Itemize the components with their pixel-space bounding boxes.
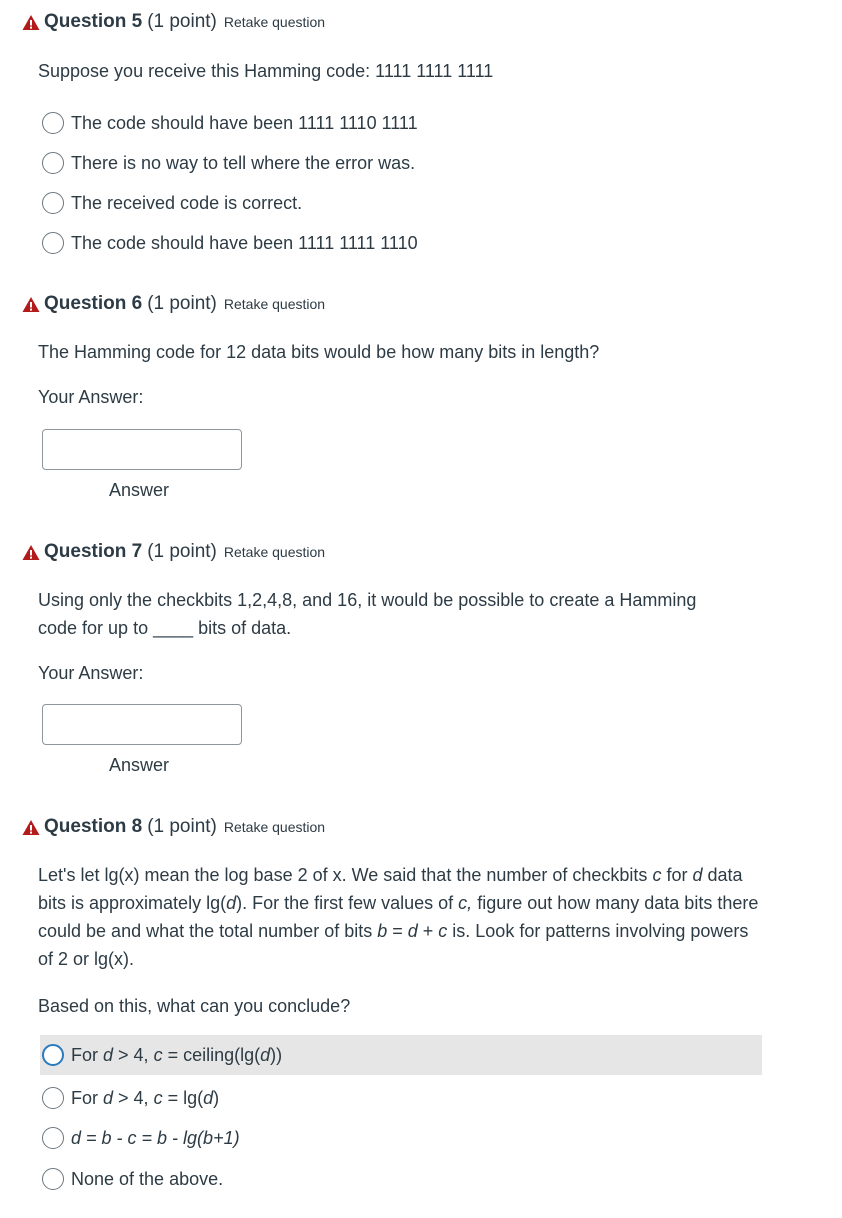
radio-button[interactable]: [42, 112, 64, 134]
answer-caption: Answer: [109, 480, 170, 500]
radio-button[interactable]: [42, 152, 64, 174]
answer-input[interactable]: [42, 429, 242, 470]
question-points: (1 point): [147, 293, 217, 314]
answer-caption: Answer: [109, 755, 170, 775]
prompt-line: code for up to ____ bits of data.: [38, 618, 292, 638]
question-title: Question 6: [44, 293, 143, 314]
question-8-prompt: Let's let lg(x) mean the log base 2 of x. We said that the number of checkbits c for d data bits is approximately lg(d). For the first few values of c, figure out how many data bits there could be and what the total number of bits b = d + c is. Look for patterns involving powers of 2 or lg(x).: [38, 865, 759, 969]
retake-question-link[interactable]: Retake question: [223, 544, 326, 560]
answer-input[interactable]: [42, 704, 242, 745]
q5-option-4[interactable]: [40, 223, 762, 263]
question-points: (1 point): [147, 816, 217, 837]
your-answer-label: Your Answer:: [38, 387, 144, 407]
question-8-header: [22, 816, 325, 838]
your-answer-label: Your Answer:: [38, 663, 144, 683]
question-6-prompt: The Hamming code for 12 data bits would be how many bits in length?: [38, 342, 600, 362]
radio-button[interactable]: [42, 232, 64, 254]
q8-option-2[interactable]: [40, 1078, 762, 1118]
prompt-line: Using only the checkbits 1,2,4,8, and 16, it would be possible to create a Hamming: [38, 590, 697, 610]
question-8-conclude: Based on this, what can you conclude?: [38, 996, 351, 1016]
radio-button[interactable]: [42, 1087, 64, 1109]
radio-button[interactable]: [42, 192, 64, 214]
q5-option-3[interactable]: [40, 183, 762, 223]
q8-option-1[interactable]: [40, 1035, 762, 1075]
question-6-header: [22, 293, 325, 315]
question-points: (1 point): [147, 541, 217, 562]
retake-question-link[interactable]: Retake question: [223, 14, 326, 30]
option-label: The code should have been 1111 1111 1110: [71, 232, 418, 253]
q5-option-2[interactable]: [40, 143, 762, 183]
radio-button[interactable]: [42, 1044, 64, 1066]
warning-icon: [22, 14, 40, 31]
option-label: None of the above.: [71, 1168, 224, 1189]
question-5-prompt: Suppose you receive this Hamming code: 1111 1111 1111: [38, 61, 494, 81]
option-label: The code should have been 1111 1110 1111: [71, 112, 418, 133]
question-title: Question 7: [44, 541, 143, 562]
option-label: d = b - c = b - lg(b+1): [71, 1127, 240, 1148]
q5-option-1[interactable]: [40, 103, 762, 143]
option-label: The received code is correct.: [71, 192, 303, 213]
retake-question-link[interactable]: Retake question: [223, 296, 326, 312]
question-points: (1 point): [147, 11, 217, 32]
option-label: For d > 4, c = ceiling(lg(d)): [71, 1044, 283, 1065]
option-label: There is no way to tell where the error was.: [71, 152, 416, 173]
question-title: Question 5: [44, 11, 143, 32]
question-7-prompt: [38, 586, 768, 642]
radio-button[interactable]: [42, 1168, 64, 1190]
q8-option-4[interactable]: [40, 1159, 762, 1199]
warning-icon: [22, 819, 40, 836]
warning-icon: [22, 544, 40, 561]
question-7-header: [22, 541, 325, 563]
question-title: Question 8: [44, 816, 143, 837]
option-label: For d > 4, c = lg(d): [71, 1087, 220, 1108]
q8-option-3[interactable]: [40, 1118, 762, 1158]
retake-question-link[interactable]: Retake question: [223, 819, 326, 835]
question-5-header: [22, 11, 325, 33]
warning-icon: [22, 296, 40, 313]
radio-button[interactable]: [42, 1127, 64, 1149]
